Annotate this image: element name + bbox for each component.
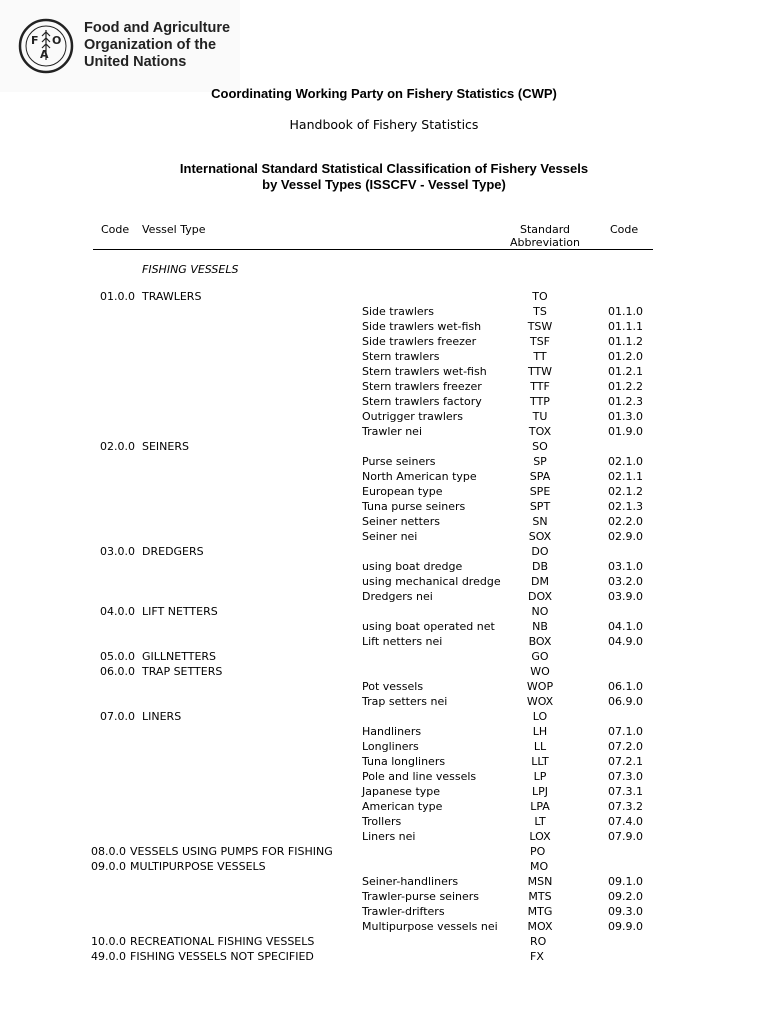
table-row xyxy=(0,439,768,454)
row-code: 04.0.0 xyxy=(100,605,135,618)
row-vessel-type: SEINERS xyxy=(142,440,189,453)
column-header-subcode: Code xyxy=(610,223,639,236)
row-subtype: Trawler nei xyxy=(362,425,423,438)
row-vessel-type: RECREATIONAL FISHING VESSELS xyxy=(130,935,315,948)
table-row xyxy=(0,664,768,679)
table-row xyxy=(0,949,768,964)
row-abbreviation: LLT xyxy=(531,755,549,768)
row-subtype: Outrigger trawlers xyxy=(362,410,463,423)
row-abbreviation: DO xyxy=(531,545,549,558)
row-subtype: Seiner nei xyxy=(362,530,418,543)
row-subtype: Seiner netters xyxy=(362,515,440,528)
table-row xyxy=(0,889,768,904)
table-row xyxy=(0,319,768,334)
row-subtype: Dredgers nei xyxy=(362,590,433,603)
row-abbreviation: SPA xyxy=(529,470,551,483)
table-row xyxy=(0,349,768,364)
fao-emblem-icon xyxy=(18,18,74,74)
row-subtype: using boat operated net xyxy=(362,620,495,633)
row-subcode: 06.9.0 xyxy=(608,695,643,708)
row-abbreviation: TTW xyxy=(527,365,553,378)
row-subtype: Liners nei xyxy=(362,830,416,843)
document-title xyxy=(0,161,768,193)
row-subcode: 09.9.0 xyxy=(608,920,643,933)
title-line-1: International Standard Statistical Classification of Fishery Vessels xyxy=(179,161,589,176)
row-subcode: 07.2.1 xyxy=(608,755,643,768)
row-subcode: 02.1.1 xyxy=(608,470,643,483)
row-abbreviation: MOX xyxy=(527,920,553,933)
row-code: 09.0.0 xyxy=(91,860,126,873)
row-vessel-type: MULTIPURPOSE VESSELS xyxy=(130,860,266,873)
row-abbreviation: PO xyxy=(530,845,546,858)
row-abbreviation: WOP xyxy=(526,680,554,693)
row-abbreviation: LO xyxy=(532,710,548,723)
fao-logo-block xyxy=(0,0,240,92)
row-subtype: Seiner-handliners xyxy=(362,875,459,888)
table-row xyxy=(0,334,768,349)
table-row xyxy=(0,574,768,589)
row-subcode: 01.2.0 xyxy=(608,350,643,363)
table-row xyxy=(0,289,768,304)
row-vessel-type: VESSELS USING PUMPS FOR FISHING xyxy=(130,845,333,858)
row-subtype: Side trawlers freezer xyxy=(362,335,477,348)
row-subcode: 03.2.0 xyxy=(608,575,643,588)
row-subcode: 02.1.3 xyxy=(608,500,643,513)
row-subtype: Purse seiners xyxy=(362,455,436,468)
row-subtype: Tuna longliners xyxy=(362,755,446,768)
row-abbreviation: BOX xyxy=(528,635,552,648)
row-subtype: Pot vessels xyxy=(362,680,424,693)
table-row xyxy=(0,844,768,859)
row-abbreviation: FX xyxy=(530,950,544,963)
vessel-table-body xyxy=(0,289,768,964)
table-row xyxy=(0,394,768,409)
org-name-line1: Food and Agriculture xyxy=(84,20,231,36)
row-code: 10.0.0 xyxy=(91,935,126,948)
row-abbreviation: SOX xyxy=(528,530,552,543)
row-subcode: 07.2.0 xyxy=(608,740,643,753)
row-subtype: Stern trawlers xyxy=(362,350,440,363)
row-subcode: 03.9.0 xyxy=(608,590,643,603)
row-subcode: 02.1.2 xyxy=(608,485,643,498)
table-row xyxy=(0,724,768,739)
row-subcode: 03.1.0 xyxy=(608,560,643,573)
row-abbreviation: TSW xyxy=(527,320,553,333)
row-abbreviation: TSF xyxy=(529,335,551,348)
row-abbreviation: DB xyxy=(531,560,549,573)
row-code: 02.0.0 xyxy=(100,440,135,453)
row-abbreviation: SP xyxy=(533,455,547,468)
table-row xyxy=(0,529,768,544)
row-abbreviation: TO xyxy=(532,290,548,303)
table-row xyxy=(0,619,768,634)
table-row xyxy=(0,379,768,394)
row-abbreviation: MTG xyxy=(527,905,553,918)
row-subcode: 09.1.0 xyxy=(608,875,643,888)
row-subtype: Stern trawlers factory xyxy=(362,395,482,408)
table-row xyxy=(0,904,768,919)
row-subtype: using boat dredge xyxy=(362,560,463,573)
cwp-heading: Coordinating Working Party on Fishery Statistics (CWP) xyxy=(211,86,557,101)
row-abbreviation: MO xyxy=(530,860,549,873)
row-subcode: 01.1.0 xyxy=(608,305,643,318)
row-abbreviation: SPE xyxy=(529,485,551,498)
table-row xyxy=(0,814,768,829)
row-abbreviation: LOX xyxy=(529,830,551,843)
row-vessel-type: FISHING VESSELS NOT SPECIFIED xyxy=(130,950,314,963)
table-row xyxy=(0,919,768,934)
row-subcode: 07.3.0 xyxy=(608,770,643,783)
row-subtype: Trawler-purse seiners xyxy=(362,890,479,903)
row-abbreviation: SPT xyxy=(529,500,551,513)
row-subcode: 01.1.1 xyxy=(608,320,643,333)
table-row xyxy=(0,874,768,889)
org-name-line3: United Nations xyxy=(84,54,187,70)
row-subtype: Pole and line vessels xyxy=(362,770,477,783)
table-row xyxy=(0,469,768,484)
row-subtype: Stern trawlers freezer xyxy=(362,380,482,393)
org-name-line2: Organization of the xyxy=(84,37,217,53)
row-subtype: European type xyxy=(362,485,443,498)
row-subcode: 09.2.0 xyxy=(608,890,643,903)
row-vessel-type: DREDGERS xyxy=(142,545,204,558)
table-row xyxy=(0,769,768,784)
column-header-standard-abbreviation xyxy=(505,223,585,249)
table-row xyxy=(0,424,768,439)
row-abbreviation: WO xyxy=(530,665,550,678)
svg-text:O: O xyxy=(52,34,62,47)
row-abbreviation: RO xyxy=(530,935,547,948)
table-row xyxy=(0,829,768,844)
row-subtype: North American type xyxy=(362,470,477,483)
row-subcode: 07.3.1 xyxy=(608,785,643,798)
row-code: 07.0.0 xyxy=(100,710,135,723)
row-code: 08.0.0 xyxy=(91,845,126,858)
table-row xyxy=(0,754,768,769)
row-subcode: 01.2.1 xyxy=(608,365,643,378)
table-row xyxy=(0,589,768,604)
row-abbreviation: LL xyxy=(533,740,547,753)
row-abbreviation: WOX xyxy=(526,695,554,708)
row-subcode: 07.9.0 xyxy=(608,830,643,843)
table-row xyxy=(0,934,768,949)
table-row xyxy=(0,409,768,424)
section-heading: FISHING VESSELS xyxy=(142,263,239,276)
row-subtype: Stern trawlers wet-fish xyxy=(362,365,487,378)
row-abbreviation: LPJ xyxy=(531,785,548,798)
table-row xyxy=(0,799,768,814)
row-vessel-type: LINERS xyxy=(142,710,182,723)
row-subtype: Trap setters nei xyxy=(362,695,448,708)
row-subcode: 01.2.2 xyxy=(608,380,643,393)
svg-text:F: F xyxy=(31,34,39,47)
table-row xyxy=(0,364,768,379)
row-subtype: using mechanical dredge xyxy=(362,575,501,588)
table-row xyxy=(0,679,768,694)
row-subcode: 01.2.3 xyxy=(608,395,643,408)
row-subcode: 02.1.0 xyxy=(608,455,643,468)
row-abbreviation: DM xyxy=(531,575,549,588)
row-abbreviation: LPA xyxy=(530,800,550,813)
header-rule xyxy=(93,249,653,250)
row-subcode: 09.3.0 xyxy=(608,905,643,918)
row-subcode: 07.1.0 xyxy=(608,725,643,738)
row-subcode: 01.1.2 xyxy=(608,335,643,348)
row-vessel-type: LIFT NETTERS xyxy=(142,605,218,618)
row-subtype: Japanese type xyxy=(362,785,441,798)
row-subcode: 04.9.0 xyxy=(608,635,643,648)
table-row xyxy=(0,649,768,664)
column-header-vessel-type: Vessel Type xyxy=(142,223,206,236)
column-header-abbreviation: Abbreviation xyxy=(510,236,580,249)
table-row xyxy=(0,694,768,709)
row-abbreviation: SO xyxy=(532,440,548,453)
row-subtype: Longliners xyxy=(362,740,419,753)
row-subcode: 07.4.0 xyxy=(608,815,643,828)
row-abbreviation: SN xyxy=(532,515,548,528)
column-header-code: Code xyxy=(101,223,130,236)
row-vessel-type: TRAWLERS xyxy=(142,290,202,303)
row-code: 03.0.0 xyxy=(100,545,135,558)
row-abbreviation: GO xyxy=(531,650,549,663)
row-abbreviation: DOX xyxy=(528,590,552,603)
row-subtype: American type xyxy=(362,800,443,813)
row-code: 01.0.0 xyxy=(100,290,135,303)
column-header-standard: Standard xyxy=(519,223,571,236)
svg-text:A: A xyxy=(40,48,49,61)
row-subtype: Lift netters nei xyxy=(362,635,443,648)
row-abbreviation: MTS xyxy=(528,890,552,903)
row-abbreviation: LT xyxy=(534,815,546,828)
row-subtype: Side trawlers xyxy=(362,305,434,318)
row-subcode: 04.1.0 xyxy=(608,620,643,633)
row-abbreviation: NB xyxy=(532,620,548,633)
row-abbreviation: MSN xyxy=(527,875,553,888)
row-code: 05.0.0 xyxy=(100,650,135,663)
table-row xyxy=(0,709,768,724)
table-row xyxy=(0,634,768,649)
table-row xyxy=(0,859,768,874)
row-abbreviation: NO xyxy=(531,605,549,618)
row-subtype: Trollers xyxy=(362,815,402,828)
row-subtype: Trawler-drifters xyxy=(362,905,445,918)
org-name xyxy=(84,20,230,71)
table-row xyxy=(0,484,768,499)
row-subcode: 02.2.0 xyxy=(608,515,643,528)
row-subcode: 01.9.0 xyxy=(608,425,643,438)
row-abbreviation: TT xyxy=(533,350,547,363)
row-subcode: 06.1.0 xyxy=(608,680,643,693)
row-subcode: 02.9.0 xyxy=(608,530,643,543)
table-row xyxy=(0,604,768,619)
handbook-subtitle: Handbook of Fishery Statistics xyxy=(289,117,479,132)
row-subtype: Multipurpose vessels nei xyxy=(362,920,498,933)
row-subtype: Side trawlers wet-fish xyxy=(362,320,482,333)
row-code: 49.0.0 xyxy=(91,950,126,963)
table-row xyxy=(0,544,768,559)
table-row xyxy=(0,454,768,469)
row-subcode: 07.3.2 xyxy=(608,800,643,813)
title-line-2: by Vessel Types (ISSCFV - Vessel Type) xyxy=(262,177,506,192)
table-row xyxy=(0,739,768,754)
table-row xyxy=(0,499,768,514)
row-abbreviation: TTP xyxy=(530,395,550,408)
row-abbreviation: LH xyxy=(532,725,548,738)
row-subtype: Handliners xyxy=(362,725,422,738)
row-abbreviation: LP xyxy=(533,770,547,783)
row-abbreviation: TS xyxy=(533,305,547,318)
row-subtype: Tuna purse seiners xyxy=(362,500,466,513)
row-vessel-type: GILLNETTERS xyxy=(142,650,217,663)
row-subcode: 01.3.0 xyxy=(608,410,643,423)
table-row xyxy=(0,514,768,529)
table-row xyxy=(0,784,768,799)
row-abbreviation: TTF xyxy=(530,380,550,393)
table-row xyxy=(0,559,768,574)
row-abbreviation: TU xyxy=(532,410,548,423)
row-code: 06.0.0 xyxy=(100,665,135,678)
row-vessel-type: TRAP SETTERS xyxy=(142,665,223,678)
table-row xyxy=(0,304,768,319)
row-abbreviation: TOX xyxy=(528,425,552,438)
